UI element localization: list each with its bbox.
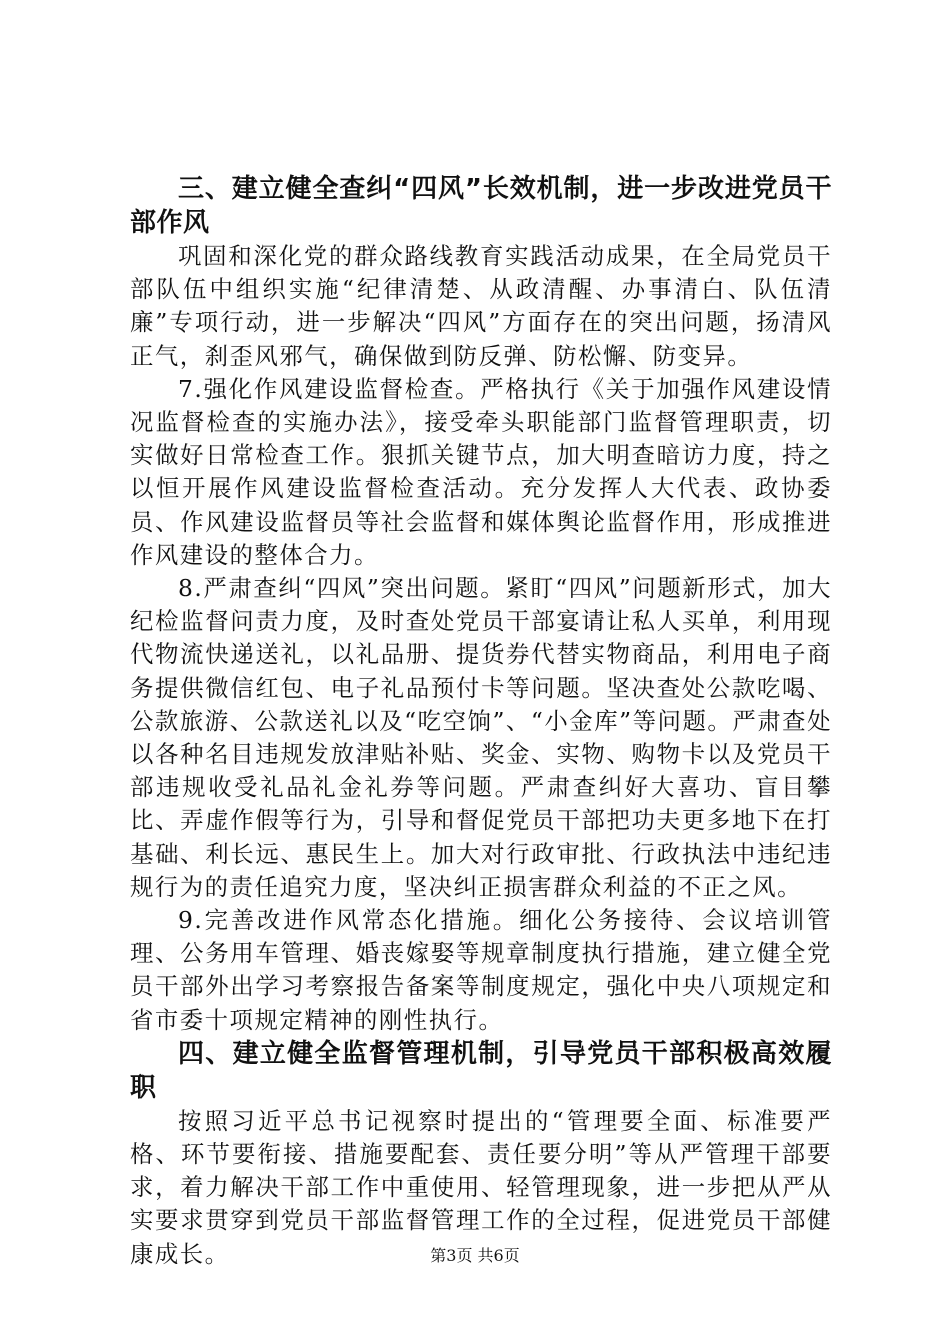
paragraph: 巩固和深化党的群众路线教育实践活动成果，在全局党员干部队伍中组织实施“纪律清楚、从政清醒、办事清白、队伍清廉”专项行动，进一步解决“四风”方面存在的突出问题，扬清风正气，刹歪风邪气，确保做到防反弹、防松懈、防变异。: [130, 242, 832, 370]
paragraph: 8.严肃查纠“四风”突出问题。紧盯“四风”问题新形式，加大纪检监督问责力度，及时查处党员干部宴请让私人买单，利用现代物流快递送礼，以礼品册、提货券代替实物商品，利用电子商务提供微信红包、电子礼品预付卡等问题。坚决查处公款吃喝、公款旅游、公款送礼以及“吃空饷”、“小金库”等问题。严肃查处以各种名目违规发放津贴补贴、奖金、实物、购物卡以及党员干部违规收受礼品礼金礼券等问题。严肃查纠好大喜功、盲目攀比、弄虚作假等行为，引导和督促党员干部把功夫更多地下在打基础、利长远、惠民生上。加大对行政审批、行政执法中违纪违规行为的责任追究力度，坚决纠正损害群众利益的不正之风。: [130, 574, 832, 901]
paragraph: 9.完善改进作风常态化措施。细化公务接待、会议培训管理、公务用车管理、婚丧嫁娶等规章制度执行措施，建立健全党员干部外出学习考察报告备案等制度规定，强化中央八项规定和省市委十项规定精神的刚性执行。: [130, 906, 832, 1034]
document-body: [130, 172, 832, 1271]
paragraph: 按照习近平总书记视察时提出的“管理要全面、标准要严格、环节要衔接、措施要配套、责任要分明”等从严管理干部要求，着力解决干部工作中重使用、轻管理现象，进一步把从严从实要求贯穿到党员干部监督管理工作的全过程，促进党员干部健康成长。: [130, 1106, 832, 1268]
section-heading: 三、建立健全查纠“四风”长效机制，进一步改进党员干部作风: [130, 174, 832, 238]
page-footer: 第3页 共6页: [430, 1246, 520, 1265]
paragraph: 7.强化作风建设监督检查。严格执行《关于加强作风建设情况监督检查的实施办法》，接受牵头职能部门监督管理职责，切实做好日常检查工作。狠抓关键节点，加大明查暗访力度，持之以恒开展作风建设监督检查活动。充分发挥人大代表、政协委员、作风建设监督员等社会监督和媒体舆论监督作用，形成推进作风建设的整体合力。: [130, 374, 832, 569]
section-heading: 四、建立健全监督管理机制，引导党员干部积极高效履职: [130, 1038, 832, 1103]
